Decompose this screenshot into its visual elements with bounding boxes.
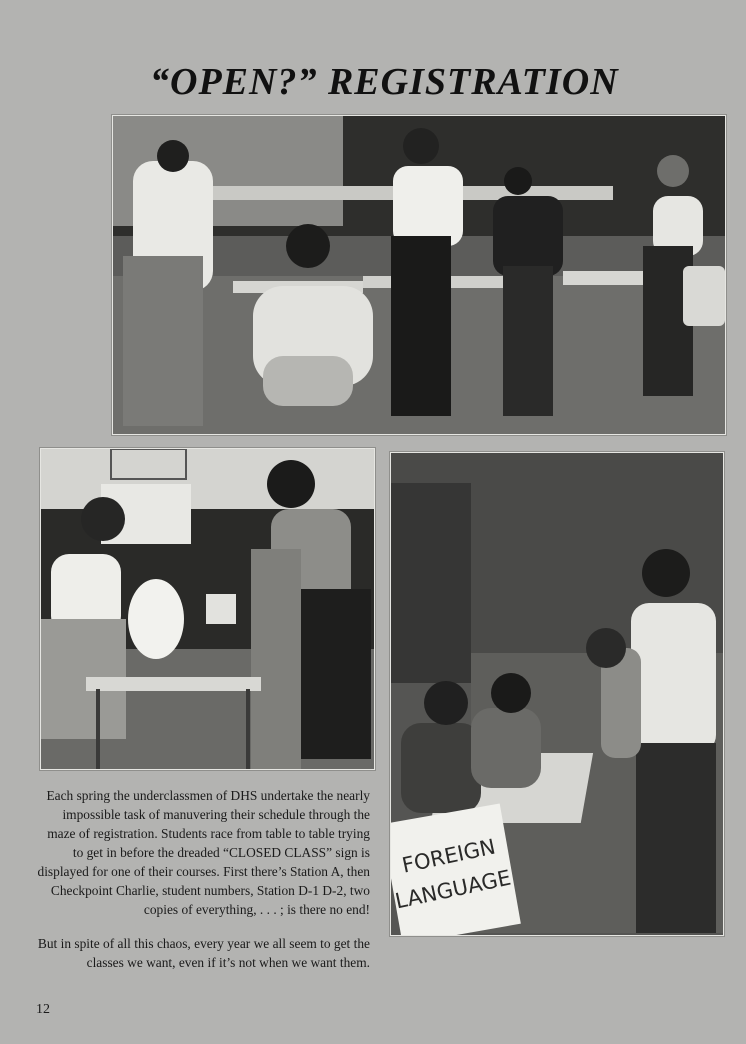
caption-paragraph-1: Each spring the underclassmen of DHS undertake the nearly impossible task of manuvering their schedule through the maze of registration. Students race from table to table trying to get in before the dreaded “CLOSED CLASS” sign is displayed for one of their courses. First there’s Station A, then Checkpoint Charlie, student numbers, Station D-1 D-2, two copies of everything, . . . ; is there no end! bbox=[37, 788, 370, 917]
sign-line-2: LANGUAGE bbox=[393, 865, 513, 914]
caption-paragraph-2: But in spite of all this chaos, every year we all seem to get the classes we want, even if it’s not when we want them. bbox=[37, 936, 370, 970]
photo-table-station bbox=[40, 448, 375, 770]
page-title: “OPEN?” REGISTRATION bbox=[150, 61, 619, 103]
photo-foreign-language-station bbox=[390, 452, 724, 936]
photo-gym-registration bbox=[112, 115, 726, 435]
sign-line-1: FOREIGN bbox=[399, 834, 498, 878]
page-number: 12 bbox=[36, 1002, 50, 1017]
